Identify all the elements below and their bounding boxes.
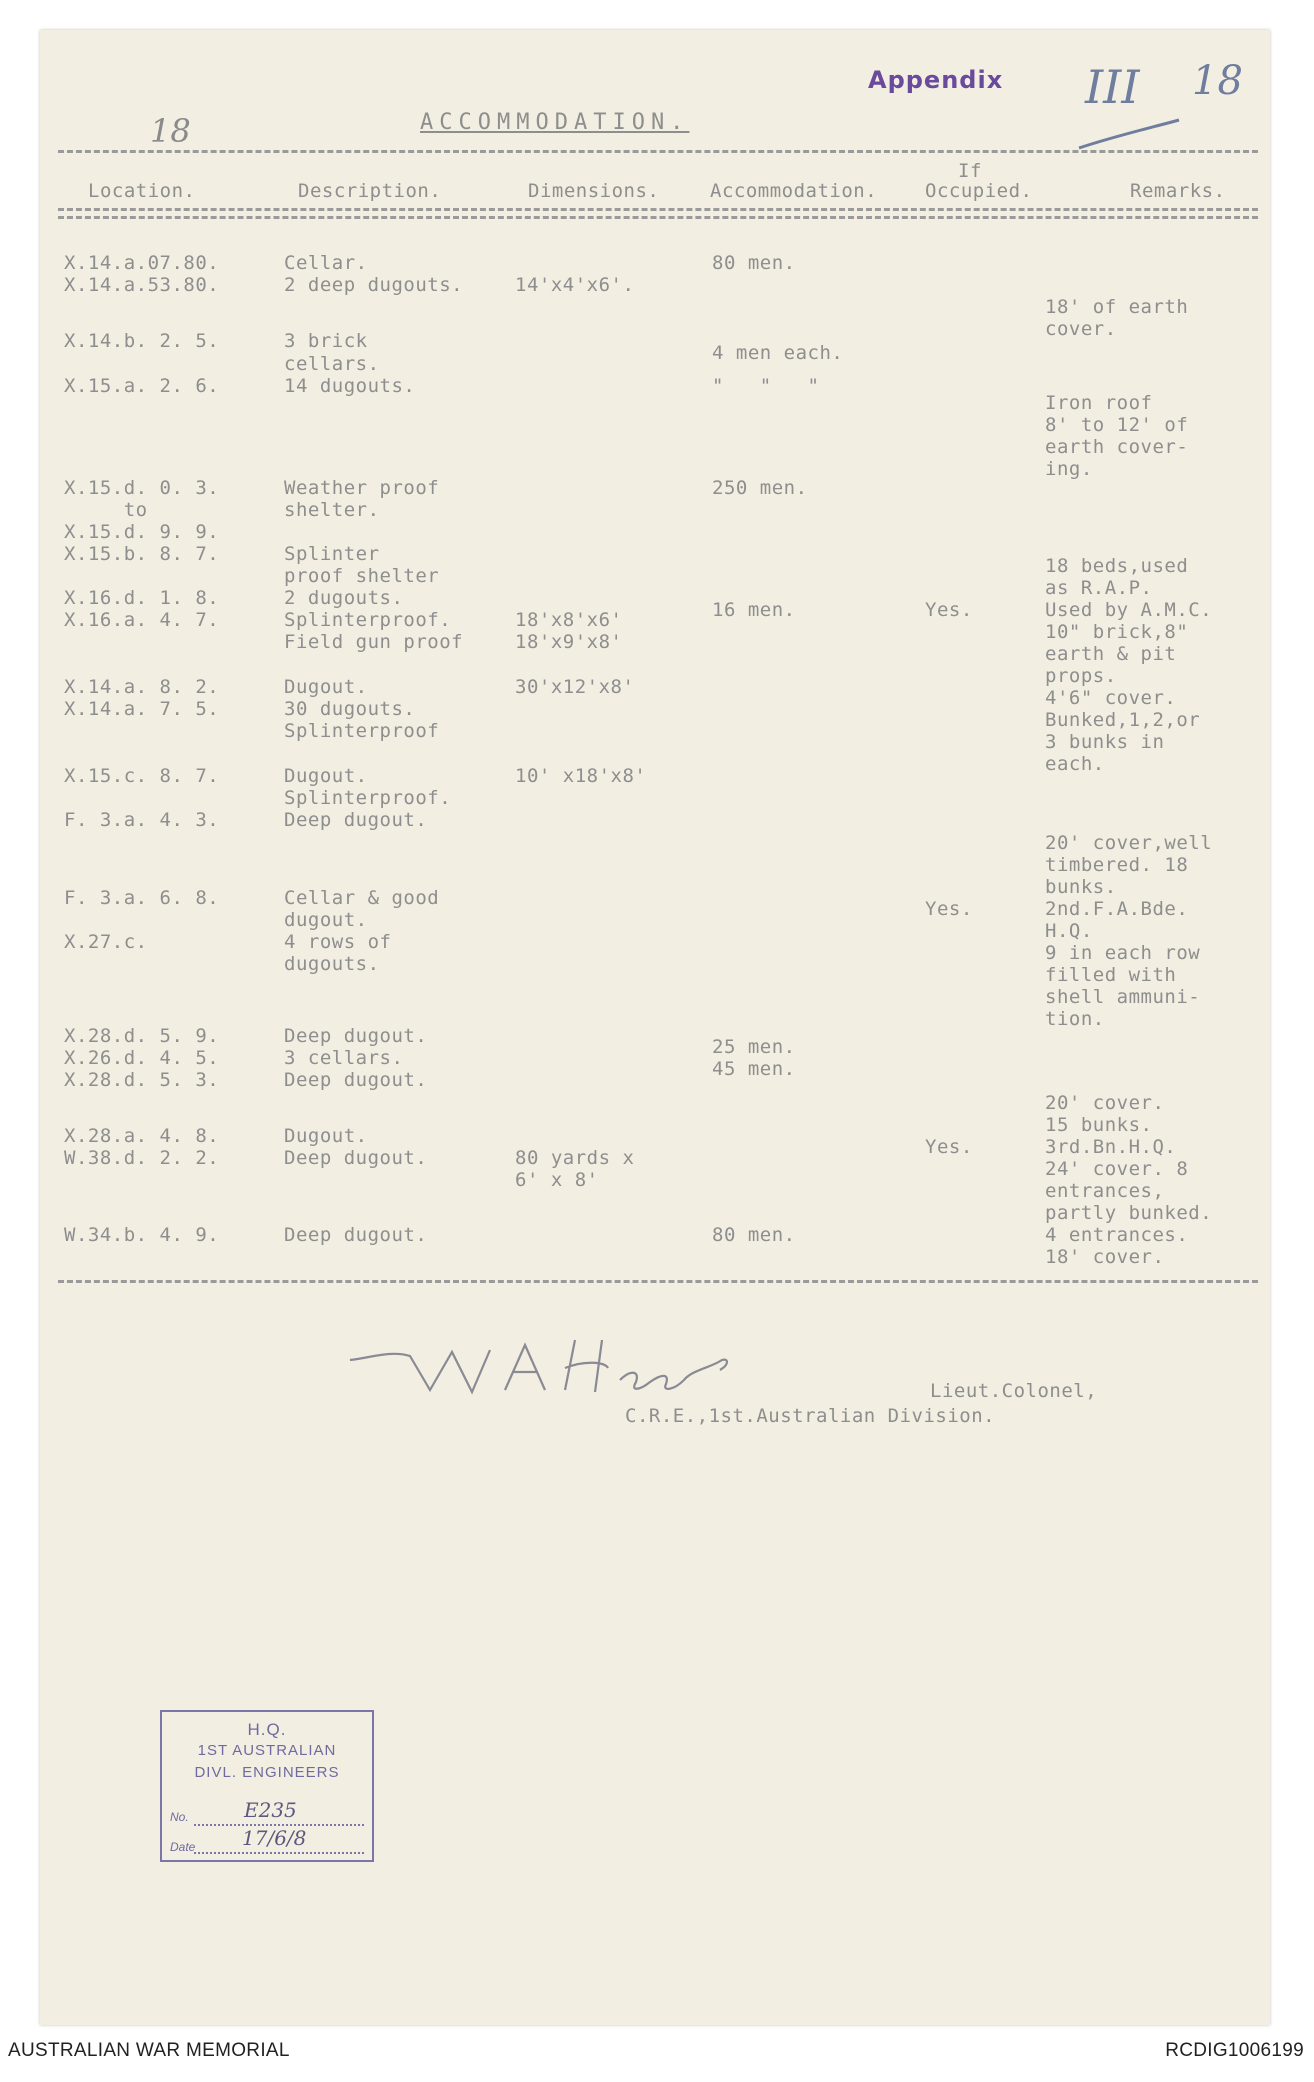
remarks-cell: 20' cover,well	[1045, 832, 1213, 854]
description-cell: Dugout.	[284, 1125, 368, 1147]
location-cell: X.15.b. 8. 7.	[64, 543, 220, 565]
handwritten-page-number-right: 18	[1192, 58, 1243, 104]
remarks-cell: earth cover-	[1045, 436, 1189, 458]
col-header-occupied: Occupied.	[925, 180, 1033, 202]
dimensions-cell: 14'x4'x6'.	[515, 274, 635, 296]
description-cell: Field gun proof	[284, 631, 464, 653]
remarks-cell: filled with	[1045, 964, 1177, 986]
accommodation-cell: 45 men.	[712, 1058, 796, 1080]
stamp-line-unit: 1ST AUSTRALIAN	[197, 1742, 337, 1759]
remarks-cell: 18' of earth	[1045, 296, 1189, 318]
location-cell: W.38.d. 2. 2.	[64, 1147, 220, 1169]
remarks-cell: shell ammuni-	[1045, 986, 1201, 1008]
remarks-cell: ing.	[1045, 458, 1093, 480]
remarks-cell: Used by A.M.C.	[1045, 599, 1213, 621]
remarks-cell: 15 bunks.	[1045, 1114, 1153, 1136]
remarks-cell: 8' to 12' of	[1045, 414, 1189, 436]
location-cell: X.28.d. 5. 9.	[64, 1025, 220, 1047]
col-header-dimensions: Dimensions.	[528, 180, 660, 202]
location-cell: X.27.c.	[64, 931, 148, 953]
accommodation-cell: 80 men.	[712, 1224, 796, 1246]
description-cell: Deep dugout.	[284, 1147, 428, 1169]
description-cell: Deep dugout.	[284, 1025, 428, 1047]
remarks-cell: 24' cover. 8	[1045, 1158, 1189, 1180]
description-cell: shelter.	[284, 499, 380, 521]
location-cell: F. 3.a. 6. 8.	[64, 887, 220, 909]
remarks-cell: 2nd.F.A.Bde.	[1045, 898, 1189, 920]
top-dashed-rule	[58, 150, 1258, 153]
location-cell: X.16.a. 4. 7.	[64, 609, 220, 631]
description-cell: 14 dugouts.	[284, 375, 416, 397]
description-cell: Splinterproof.	[284, 787, 452, 809]
accommodation-cell: 80 men.	[712, 252, 796, 274]
description-cell: dugout.	[284, 909, 368, 931]
description-cell: Dugout.	[284, 765, 368, 787]
remarks-cell: 18 beds,used	[1045, 555, 1189, 577]
description-cell: Cellar.	[284, 252, 368, 274]
description-cell: Weather proof	[284, 477, 440, 499]
location-cell: X.14.a.07.80.	[64, 252, 220, 274]
description-cell: cellars.	[284, 353, 380, 375]
accommodation-cell: " " "	[712, 375, 820, 397]
remarks-cell: Bunked,1,2,or	[1045, 709, 1201, 731]
col-header-location: Location.	[88, 180, 196, 202]
dimensions-cell: 6' x 8'	[515, 1169, 599, 1191]
remarks-cell: 4 entrances.	[1045, 1224, 1189, 1246]
location-cell: X.14.b. 2. 5.	[64, 330, 220, 352]
document-title: ACCOMMODATION.	[420, 110, 690, 135]
description-cell: Deep dugout.	[284, 1224, 428, 1246]
remarks-cell: entrances,	[1045, 1180, 1165, 1202]
bottom-dashed-rule	[58, 1280, 1258, 1283]
description-cell: 2 dugouts.	[284, 587, 404, 609]
description-cell: 3 brick	[284, 330, 368, 352]
occupied-cell: Yes.	[925, 1136, 973, 1158]
location-cell: to	[64, 499, 148, 521]
description-cell: 30 dugouts.	[284, 698, 416, 720]
stamp-no-value: E235	[244, 1798, 297, 1822]
handwritten-page-number-left: 18	[150, 112, 191, 150]
location-cell: X.15.d. 0. 3.	[64, 477, 220, 499]
description-cell: Splinterproof.	[284, 609, 452, 631]
description-cell: Dugout.	[284, 676, 368, 698]
remarks-cell: as R.A.P.	[1045, 577, 1153, 599]
location-cell: W.34.b. 4. 9.	[64, 1224, 220, 1246]
description-cell: Deep dugout.	[284, 1069, 428, 1091]
accommodation-cell: 16 men.	[712, 599, 796, 621]
footer-archive-name: AUSTRALIAN WAR MEMORIAL	[8, 2040, 290, 2061]
location-cell: X.16.d. 1. 8.	[64, 587, 220, 609]
remarks-cell: 4'6" cover.	[1045, 687, 1177, 709]
col-header-description: Description.	[298, 180, 442, 202]
stamp-line-engineers: DIVL. ENGINEERS	[194, 1764, 340, 1781]
location-cell: X.15.a. 2. 6.	[64, 375, 220, 397]
stamp-date-label: Date	[170, 1840, 196, 1854]
occupied-cell: Yes.	[925, 898, 973, 920]
remarks-cell: timbered. 18	[1045, 854, 1189, 876]
stamp-line-hq: H.Q.	[247, 1720, 287, 1739]
dimensions-cell: 18'x9'x8'	[515, 631, 623, 653]
remarks-cell: 3 bunks in	[1045, 731, 1165, 753]
description-cell: Deep dugout.	[284, 809, 428, 831]
remarks-cell: 10" brick,8"	[1045, 621, 1189, 643]
remarks-cell: 9 in each row	[1045, 942, 1201, 964]
stamp-date-value: 17/6/8	[242, 1826, 307, 1850]
col-header-remarks: Remarks.	[1130, 180, 1226, 202]
location-cell: X.14.a.53.80.	[64, 274, 220, 296]
location-cell: X.15.d. 9. 9.	[64, 521, 220, 543]
appendix-stamp: Appendix	[868, 66, 1004, 94]
signatory-rank: Lieut.Colonel,	[930, 1380, 1098, 1402]
description-cell: 2 deep dugouts.	[284, 274, 464, 296]
remarks-cell: each.	[1045, 753, 1105, 775]
col-header-accommodation: Accommodation.	[710, 180, 878, 202]
col-header-if: If	[958, 160, 982, 182]
dimensions-cell: 10' x18'x8'	[515, 765, 647, 787]
footer-record-id: RCDIG1006199	[1165, 2040, 1304, 2061]
remarks-cell: H.Q.	[1045, 920, 1093, 942]
remarks-cell: props.	[1045, 665, 1117, 687]
remarks-cell: 20' cover.	[1045, 1092, 1165, 1114]
description-cell: Splinterproof	[284, 720, 440, 742]
stamp-no-label: No.	[170, 1810, 189, 1824]
roman-numeral-underline	[1075, 114, 1185, 154]
description-cell: 4 rows of	[284, 931, 392, 953]
remarks-cell: 18' cover.	[1045, 1246, 1165, 1268]
remarks-cell: Iron roof	[1045, 392, 1153, 414]
location-cell: X.14.a. 7. 5.	[64, 698, 220, 720]
dimensions-cell: 80 yards x	[515, 1147, 635, 1169]
description-cell: dugouts.	[284, 953, 380, 975]
remarks-cell: partly bunked.	[1045, 1202, 1213, 1224]
remarks-cell: 3rd.Bn.H.Q.	[1045, 1136, 1177, 1158]
location-cell: X.28.a. 4. 8.	[64, 1125, 220, 1147]
signatory-unit: C.R.E.,1st.Australian Division.	[625, 1405, 996, 1427]
location-cell: X.26.d. 4. 5.	[64, 1047, 220, 1069]
stamp-date-line	[194, 1852, 364, 1854]
accommodation-cell: 4 men each.	[712, 342, 844, 364]
dimensions-cell: 30'x12'x8'	[515, 676, 635, 698]
signature	[340, 1320, 740, 1410]
remarks-cell: tion.	[1045, 1008, 1105, 1030]
accommodation-cell: 25 men.	[712, 1036, 796, 1058]
remarks-cell: cover.	[1045, 318, 1117, 340]
remarks-cell: bunks.	[1045, 876, 1117, 898]
description-cell: proof shelter	[284, 565, 440, 587]
description-cell: 3 cellars.	[284, 1047, 404, 1069]
header-dashed-rule-2	[58, 216, 1258, 219]
header-dashed-rule	[58, 208, 1258, 211]
handwritten-roman-numeral: III	[1085, 60, 1140, 114]
location-cell: X.28.d. 5. 3.	[64, 1069, 220, 1091]
hq-engineers-stamp	[160, 1710, 374, 1862]
location-cell: F. 3.a. 4. 3.	[64, 809, 220, 831]
location-cell: X.15.c. 8. 7.	[64, 765, 220, 787]
accommodation-cell: 250 men.	[712, 477, 808, 499]
location-cell: X.14.a. 8. 2.	[64, 676, 220, 698]
dimensions-cell: 18'x8'x6'	[515, 609, 623, 631]
description-cell: Cellar & good	[284, 887, 440, 909]
description-cell: Splinter	[284, 543, 380, 565]
remarks-cell: earth & pit	[1045, 643, 1177, 665]
occupied-cell: Yes.	[925, 599, 973, 621]
document-page	[40, 30, 1270, 2025]
